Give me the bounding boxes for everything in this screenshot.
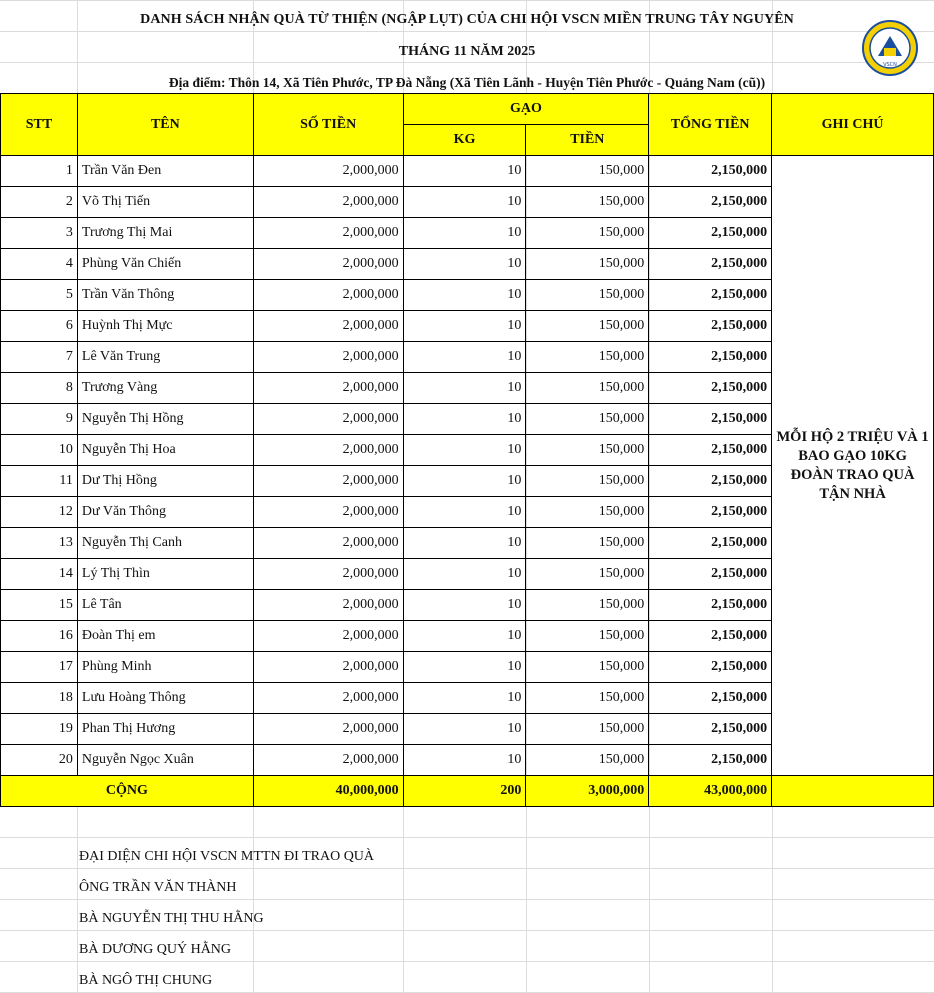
row-total: 2,150,000 bbox=[649, 435, 772, 466]
row-rice-money: 150,000 bbox=[526, 435, 649, 466]
header-ten: TÊN bbox=[77, 94, 253, 156]
organization-logo bbox=[862, 20, 918, 76]
grid-row-line bbox=[0, 62, 934, 63]
grid-row-line bbox=[0, 961, 934, 962]
row-amount: 2,000,000 bbox=[253, 187, 403, 218]
row-rice-kg: 10 bbox=[403, 156, 526, 187]
row-stt: 10 bbox=[1, 435, 78, 466]
grid-row-line bbox=[0, 930, 934, 931]
row-rice-kg: 10 bbox=[403, 714, 526, 745]
row-stt: 7 bbox=[1, 342, 78, 373]
row-name: Trần Văn Đen bbox=[77, 156, 253, 187]
row-rice-money: 150,000 bbox=[526, 528, 649, 559]
row-name: Lý Thị Thìn bbox=[77, 559, 253, 590]
row-amount: 2,000,000 bbox=[253, 590, 403, 621]
row-total: 2,150,000 bbox=[649, 187, 772, 218]
row-name: Trương Vàng bbox=[77, 373, 253, 404]
total-amount: 40,000,000 bbox=[253, 776, 403, 807]
row-stt: 20 bbox=[1, 745, 78, 776]
header-ghi-chu: GHI CHÚ bbox=[772, 94, 934, 156]
row-name: Võ Thị Tiến bbox=[77, 187, 253, 218]
row-stt: 18 bbox=[1, 683, 78, 714]
row-name: Đoàn Thị em bbox=[77, 621, 253, 652]
header-tien: TIỀN bbox=[526, 125, 649, 156]
sheet-subtitle: THÁNG 11 NĂM 2025 bbox=[398, 44, 536, 59]
row-rice-kg: 10 bbox=[403, 745, 526, 776]
row-rice-money: 150,000 bbox=[526, 745, 649, 776]
row-name: Lê Tân bbox=[77, 590, 253, 621]
row-name: Nguyễn Thị Hồng bbox=[77, 404, 253, 435]
row-stt: 15 bbox=[1, 590, 78, 621]
row-total: 2,150,000 bbox=[649, 590, 772, 621]
signature-line: BÀ NGUYỄN THỊ THU HẰNG bbox=[79, 911, 264, 926]
row-amount: 2,000,000 bbox=[253, 559, 403, 590]
row-rice-money: 150,000 bbox=[526, 280, 649, 311]
total-kg: 200 bbox=[403, 776, 526, 807]
row-stt: 17 bbox=[1, 652, 78, 683]
grid-row-line bbox=[0, 31, 934, 32]
row-amount: 2,000,000 bbox=[253, 218, 403, 249]
total-label: CỘNG bbox=[1, 776, 254, 807]
row-total: 2,150,000 bbox=[649, 466, 772, 497]
row-total: 2,150,000 bbox=[649, 652, 772, 683]
row-name: Phan Thị Hương bbox=[77, 714, 253, 745]
row-stt: 14 bbox=[1, 559, 78, 590]
header-kg: KG bbox=[403, 125, 526, 156]
row-total: 2,150,000 bbox=[649, 683, 772, 714]
row-stt: 4 bbox=[1, 249, 78, 280]
row-rice-money: 150,000 bbox=[526, 590, 649, 621]
row-total: 2,150,000 bbox=[649, 280, 772, 311]
row-rice-money: 150,000 bbox=[526, 621, 649, 652]
row-name: Phùng Minh bbox=[77, 652, 253, 683]
row-rice-kg: 10 bbox=[403, 466, 526, 497]
row-rice-kg: 10 bbox=[403, 621, 526, 652]
row-rice-money: 150,000 bbox=[526, 373, 649, 404]
total-row bbox=[1, 776, 934, 807]
row-amount: 2,000,000 bbox=[253, 714, 403, 745]
row-total: 2,150,000 bbox=[649, 559, 772, 590]
row-amount: 2,000,000 bbox=[253, 311, 403, 342]
row-rice-money: 150,000 bbox=[526, 683, 649, 714]
row-total: 2,150,000 bbox=[649, 218, 772, 249]
grid-row-line bbox=[0, 837, 934, 838]
row-stt: 11 bbox=[1, 466, 78, 497]
grid-row-line bbox=[0, 868, 934, 869]
row-rice-money: 150,000 bbox=[526, 156, 649, 187]
row-total: 2,150,000 bbox=[649, 714, 772, 745]
row-rice-kg: 10 bbox=[403, 559, 526, 590]
row-amount: 2,000,000 bbox=[253, 528, 403, 559]
row-stt: 13 bbox=[1, 528, 78, 559]
row-rice-kg: 10 bbox=[403, 280, 526, 311]
grid-row-line bbox=[0, 899, 934, 900]
row-stt: 6 bbox=[1, 311, 78, 342]
row-rice-money: 150,000 bbox=[526, 187, 649, 218]
row-rice-kg: 10 bbox=[403, 187, 526, 218]
row-name: Nguyễn Thị Hoa bbox=[77, 435, 253, 466]
row-name: Phùng Văn Chiến bbox=[77, 249, 253, 280]
row-total: 2,150,000 bbox=[649, 342, 772, 373]
row-rice-money: 150,000 bbox=[526, 311, 649, 342]
header-stt: STT bbox=[1, 94, 78, 156]
total-rice-money: 3,000,000 bbox=[526, 776, 649, 807]
row-stt: 16 bbox=[1, 621, 78, 652]
row-amount: 2,000,000 bbox=[253, 621, 403, 652]
total-sum: 43,000,000 bbox=[649, 776, 772, 807]
total-note-blank bbox=[772, 776, 934, 807]
row-total: 2,150,000 bbox=[649, 311, 772, 342]
row-rice-money: 150,000 bbox=[526, 559, 649, 590]
header-row-1 bbox=[1, 94, 934, 125]
row-stt: 9 bbox=[1, 404, 78, 435]
row-amount: 2,000,000 bbox=[253, 466, 403, 497]
row-total: 2,150,000 bbox=[649, 404, 772, 435]
row-amount: 2,000,000 bbox=[253, 683, 403, 714]
signature-line: ĐẠI DIỆN CHI HỘI VSCN MTTN ĐI TRAO QUÀ bbox=[79, 849, 375, 864]
row-name: Nguyễn Ngọc Xuân bbox=[77, 745, 253, 776]
header-gao: GẠO bbox=[403, 94, 649, 125]
row-amount: 2,000,000 bbox=[253, 373, 403, 404]
row-rice-kg: 10 bbox=[403, 497, 526, 528]
row-rice-kg: 10 bbox=[403, 652, 526, 683]
row-name: Nguyễn Thị Canh bbox=[77, 528, 253, 559]
note-cell: MỖI HỘ 2 TRIỆU VÀ 1 BAO GẠO 10KG ĐOÀN TRAO QUÀ TẬN NHÀ bbox=[772, 156, 934, 776]
row-name: Dư Văn Thông bbox=[77, 497, 253, 528]
header-tong-tien: TỔNG TIỀN bbox=[649, 94, 772, 156]
sheet-title: DANH SÁCH NHẬN QUÀ TỪ THIỆN (NGẬP LỤT) CỦA CHI HỘI VSCN MIỀN TRUNG TÂY NGUYÊN bbox=[140, 12, 794, 27]
row-total: 2,150,000 bbox=[649, 745, 772, 776]
row-amount: 2,000,000 bbox=[253, 280, 403, 311]
row-rice-money: 150,000 bbox=[526, 652, 649, 683]
row-rice-money: 150,000 bbox=[526, 342, 649, 373]
logo-text: VSCN bbox=[883, 62, 897, 68]
row-name: Huỳnh Thị Mực bbox=[77, 311, 253, 342]
row-stt: 8 bbox=[1, 373, 78, 404]
row-rice-kg: 10 bbox=[403, 342, 526, 373]
row-stt: 12 bbox=[1, 497, 78, 528]
row-rice-money: 150,000 bbox=[526, 249, 649, 280]
row-name: Dư Thị Hồng bbox=[77, 466, 253, 497]
row-rice-kg: 10 bbox=[403, 590, 526, 621]
row-name: Lê Văn Trung bbox=[77, 342, 253, 373]
row-stt: 2 bbox=[1, 187, 78, 218]
row-rice-money: 150,000 bbox=[526, 497, 649, 528]
location-line: Địa điểm: Thôn 14, Xã Tiên Phước, TP Đà Nẵng (Xã Tiên Lãnh - Huyện Tiên Phước - Quảng Nam (cũ)) bbox=[168, 75, 766, 90]
row-amount: 2,000,000 bbox=[253, 156, 403, 187]
row-amount: 2,000,000 bbox=[253, 497, 403, 528]
row-rice-money: 150,000 bbox=[526, 218, 649, 249]
signature-line: ÔNG TRẦN VĂN THÀNH bbox=[79, 880, 237, 895]
row-name: Lưu Hoàng Thông bbox=[77, 683, 253, 714]
row-name: Trương Thị Mai bbox=[77, 218, 253, 249]
row-rice-kg: 10 bbox=[403, 404, 526, 435]
row-amount: 2,000,000 bbox=[253, 652, 403, 683]
row-rice-kg: 10 bbox=[403, 435, 526, 466]
header-so-tien: SỐ TIỀN bbox=[253, 94, 403, 156]
row-stt: 19 bbox=[1, 714, 78, 745]
grid-row-line bbox=[0, 0, 934, 1]
row-amount: 2,000,000 bbox=[253, 249, 403, 280]
row-rice-money: 150,000 bbox=[526, 714, 649, 745]
table-row bbox=[1, 156, 934, 187]
signature-line: BÀ DƯƠNG QUÝ HẰNG bbox=[79, 942, 232, 957]
signature-line: BÀ NGÔ THỊ CHUNG bbox=[79, 973, 213, 988]
row-amount: 2,000,000 bbox=[253, 745, 403, 776]
row-rice-kg: 10 bbox=[403, 528, 526, 559]
row-name: Trần Văn Thông bbox=[77, 280, 253, 311]
row-stt: 3 bbox=[1, 218, 78, 249]
row-amount: 2,000,000 bbox=[253, 435, 403, 466]
row-rice-kg: 10 bbox=[403, 683, 526, 714]
row-amount: 2,000,000 bbox=[253, 342, 403, 373]
row-rice-money: 150,000 bbox=[526, 404, 649, 435]
row-rice-money: 150,000 bbox=[526, 466, 649, 497]
row-amount: 2,000,000 bbox=[253, 404, 403, 435]
row-rice-kg: 10 bbox=[403, 249, 526, 280]
row-rice-kg: 10 bbox=[403, 218, 526, 249]
row-total: 2,150,000 bbox=[649, 528, 772, 559]
row-stt: 5 bbox=[1, 280, 78, 311]
row-total: 2,150,000 bbox=[649, 621, 772, 652]
row-total: 2,150,000 bbox=[649, 373, 772, 404]
row-total: 2,150,000 bbox=[649, 156, 772, 187]
row-rice-kg: 10 bbox=[403, 311, 526, 342]
row-total: 2,150,000 bbox=[649, 497, 772, 528]
recipient-table bbox=[0, 93, 934, 807]
row-rice-kg: 10 bbox=[403, 373, 526, 404]
row-stt: 1 bbox=[1, 156, 78, 187]
row-total: 2,150,000 bbox=[649, 249, 772, 280]
